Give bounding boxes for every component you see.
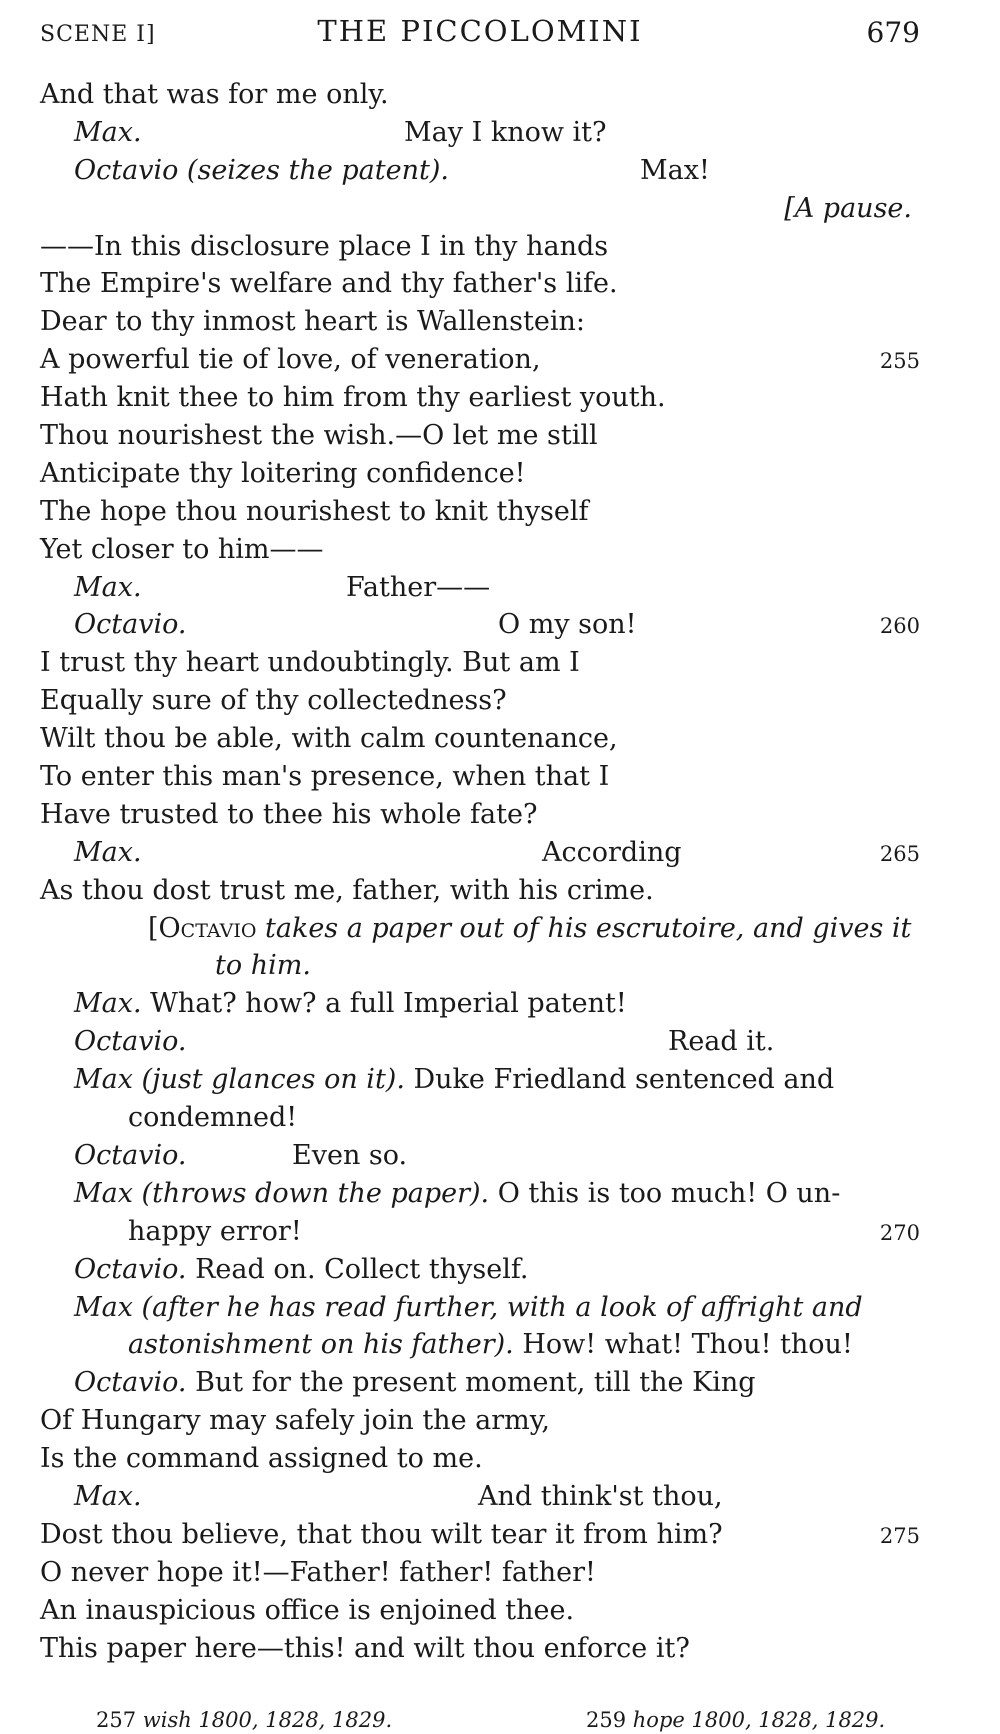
verse-line: Equally sure of thy collectedness? (40, 685, 507, 717)
verse-line: An inauspicious office is enjoined thee. (40, 1594, 575, 1626)
verse-line: Octavio. Even so. (74, 1139, 408, 1171)
play-text (40, 76, 920, 1667)
verse-line: O never hope it!—Father! father! father! (40, 1556, 596, 1588)
verse-line: Dost thou believe, that thou wilt tear it from him? 275 (40, 1516, 920, 1554)
speaker: Octavio. (74, 1026, 187, 1058)
speaker: Octavio. (74, 609, 187, 641)
verse-line: Octavio. Read on. Collect thyself. (74, 1253, 529, 1285)
verse-line: Max (just glances on it). Duke Friedland sentenced and (74, 1064, 835, 1096)
verse-line: ——In this disclosure place I in thy hands (40, 230, 609, 262)
running-header (40, 14, 920, 54)
speaker: Max (just glances on it). (74, 1064, 405, 1096)
speaker: Octavio. (74, 1139, 187, 1171)
verse-line: Wilt thou be able, with calm countenance, (40, 723, 618, 755)
speaker: Max (throws down the paper). (74, 1177, 490, 1209)
verse-line (40, 1289, 920, 1327)
verse-line: happy error! 270 (40, 1213, 920, 1251)
line-number: 260 (879, 614, 920, 639)
speaker: Max. (74, 836, 142, 868)
verse-line: I trust thy heart undoubtingly. But am I (40, 647, 580, 679)
line-number: 265 (879, 841, 920, 866)
verse-line: And that was for me only. (40, 79, 389, 110)
verse-line: The hope thou nourishest to knit thyself (40, 495, 589, 527)
line-number: 255 (879, 349, 920, 374)
speaker: Max. (74, 571, 142, 603)
verse-line: This paper here—this! and wilt thou enforce it? (40, 1632, 690, 1664)
verse-line: Max. What? how? a full Imperial patent! (74, 988, 627, 1020)
speaker: Octavio. (74, 1367, 187, 1399)
verse-line: Have trusted to thee his whole fate? (40, 798, 538, 830)
verse-line: Max. According 265 (40, 834, 920, 872)
speaker: Octavio. (74, 1253, 187, 1285)
verse-line: Is the command assigned to me. (40, 1443, 483, 1475)
verse-line: Max (throws down the paper). O this is too much! O un- (74, 1177, 841, 1209)
stage-direction: to him. (215, 950, 311, 982)
verse-line: Octavio. O my son! 260 (40, 606, 920, 644)
speaker: Max. (74, 116, 142, 148)
verse-line: Dear to thy inmost heart is Wallenstein: (40, 306, 585, 338)
stage-direction: [A pause. (784, 192, 912, 224)
verse-line: To enter this man's presence, when that I (40, 761, 610, 793)
verse-line: Hath knit thee to him from thy earliest youth. (40, 382, 666, 414)
verse-line: As thou dost trust me, father, with his crime. (40, 874, 654, 906)
verse-line: Anticipate thy loitering confidence! (40, 457, 526, 489)
verse-line: The Empire's welfare and thy father's life. (40, 268, 618, 300)
speaker: Max. (74, 988, 142, 1020)
verse-line: Max. May I know it? (74, 116, 607, 148)
verse-line: Max. And think'st thou, (74, 1480, 723, 1512)
footnotes (96, 1708, 896, 1734)
verse-line: Yet closer to him—— (40, 533, 324, 565)
footnote: 259 hope 1800, 1828, 1829. (586, 1708, 886, 1732)
speaker: Max. (74, 1480, 142, 1512)
page-number: 679 (866, 16, 920, 49)
verse-line: Octavio (seizes the patent). Max! (74, 154, 710, 186)
verse-line: condemned! (128, 1102, 298, 1134)
verse-line: Thou nourishest the wish.—O let me still (40, 420, 598, 452)
speaker: Octavio (seizes the patent). (74, 154, 449, 186)
page-title: THE PICCOLOMINI (317, 14, 643, 48)
verse-line: A powerful tie of love, of veneration, 255 (40, 341, 920, 379)
footnote: 257 wish 1800, 1828, 1829. (96, 1708, 393, 1732)
verse-line: Octavio. But for the present moment, till the King (74, 1367, 756, 1399)
verse-line: Of Hungary may safely join the army, (40, 1405, 550, 1437)
scene-label: SCENE I] (40, 22, 156, 47)
line-number: 270 (879, 1220, 920, 1245)
stage-direction: [Octavio takes a paper out of his escrutoire, and gives it (148, 912, 912, 944)
verse-line: astonishment on his father). How! what! Thou! thou! (128, 1329, 853, 1361)
verse-line: Octavio. Read it. (74, 1026, 775, 1058)
line-number: 275 (879, 1523, 920, 1548)
speaker: Max (after he has read further, with a look of affright and (74, 1291, 863, 1323)
verse-line: Max. Father—— (74, 571, 491, 603)
